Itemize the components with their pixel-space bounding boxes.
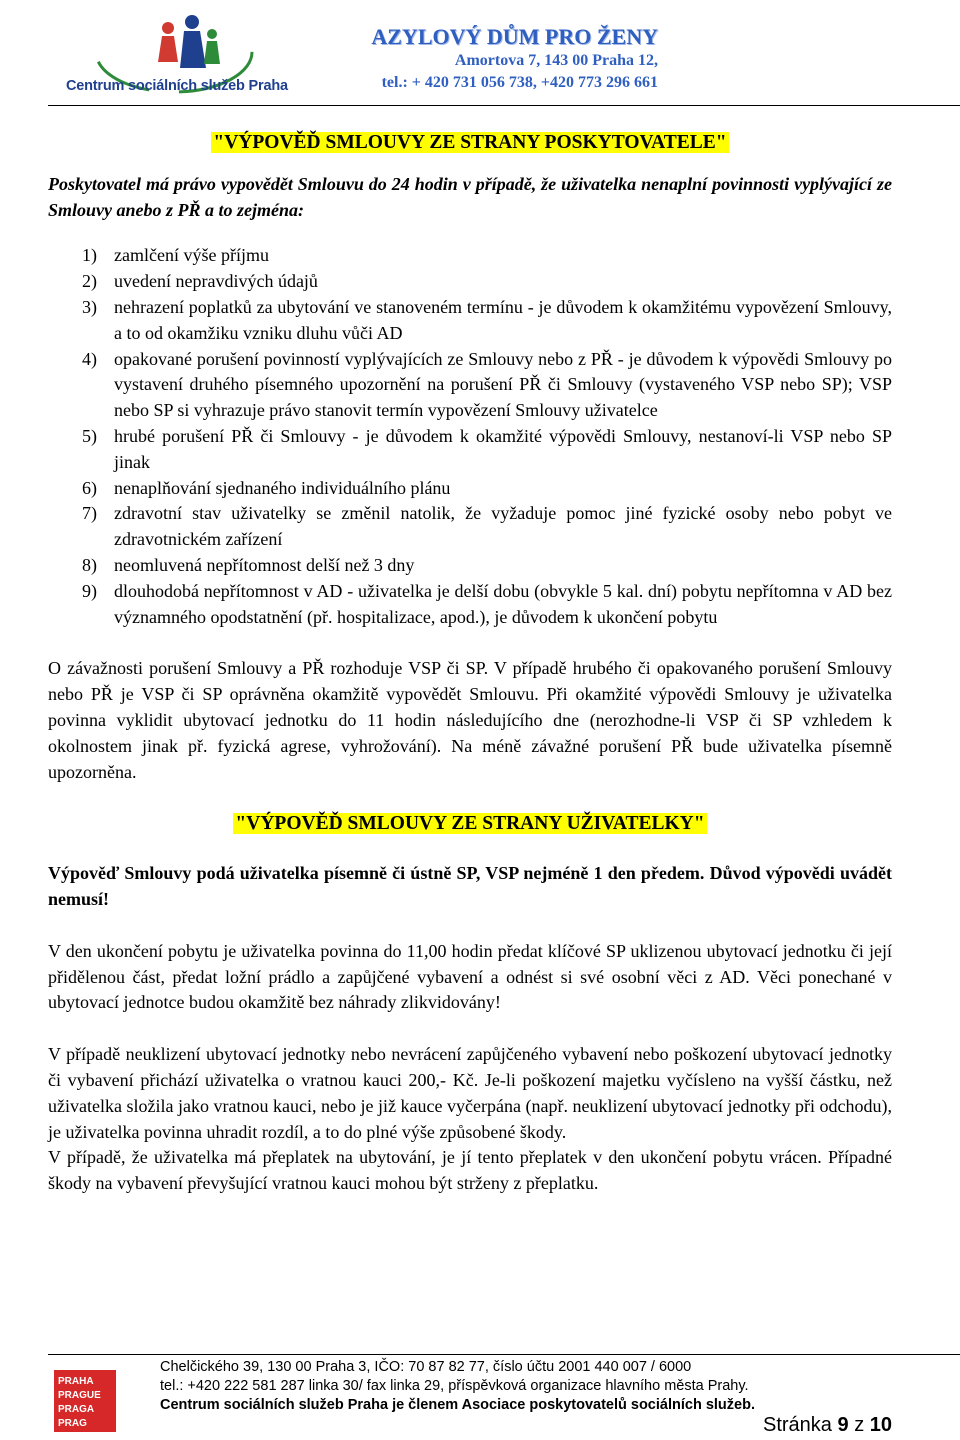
list-item: 9) dlouhodobá nepřítomnost v AD - uživatelka je delší dobu (obvykle 5 kal. dní) pobytu nepřítomna v AD bez významného opodstatnění (př. hospitalizace, apod.), je důvodem k ukončení pobytu <box>82 580 892 627</box>
user-notice-paragraph: Výpověď Smlouvy podá uživatelka písemně či ústně SP, VSP nejméně 1 den předem. Důvod výpovědi uvádět nemusí! <box>48 863 892 909</box>
document-body <box>48 130 892 1197</box>
end-of-stay-paragraph: V den ukončení pobytu je uživatelka povinna do 11,00 hodin předat klíčové SP uklizenou ubytovací jednotku či její přidělenou část, předat ložní prádlo a zapůjčené vybavení a odnést si své osobní věci z AD. Věci ponechané v ubytovací jednotce budou okamžitě bez náhrady zlikvidovány! <box>48 940 892 1013</box>
footer-phone: tel.: +420 222 581 287 linka 30/ fax linka 29, příspěvková organizace hlavního města Prahy. <box>160 1378 749 1394</box>
svg-text:PRAGUE: PRAGUE <box>58 1390 101 1401</box>
overpayment-paragraph: V případě, že uživatelka má přeplatek na ubytování, je jí tento přeplatek v den ukončení pobytu vrácen. Případné škody na vybavení převyšující vratnou kauci mohou být strženy z přeplatku. <box>48 1147 892 1194</box>
list-item: 2) uvedení nepravdivých údajů <box>82 271 318 292</box>
header-divider <box>48 105 960 106</box>
list-item: 6) nenaplňování sjednaného individuálního plánu <box>82 477 451 498</box>
organization-title: AZYLOVÝ DŮM PRO ŽENY <box>371 24 658 49</box>
list-item: 4) opakované porušení povinností vyplývajících ze Smlouvy nebo z PŘ - je důvodem k výpovědi Smlouvy po vystavení druhého písemného upozornění na porušení PŘ či Smlouvy (vystaveného VSP nebo SP); VSP nebo SP si vyhrazuje právo stanovit termín vypovězení Smlouvy uživatelce <box>82 348 892 421</box>
prague-city-logo <box>54 1370 116 1432</box>
termination-reasons-list <box>48 243 892 630</box>
list-item: 3) nehrazení poplatků za ubytování ve stanoveném termínu - je důvodem k okamžitému vypovězení Smlouvy, a to od okamžiku vzniku dluhu vůči AD <box>82 296 892 343</box>
svg-text:PRAGA: PRAGA <box>58 1404 95 1415</box>
organization-address: Amortova 7, 143 00 Praha 12, <box>454 52 658 69</box>
logo-caption: Centrum sociálních služeb Praha <box>66 78 288 94</box>
list-item: 5) hrubé porušení PŘ či Smlouvy - je důvodem k okamžité výpovědi Smlouvy, nestanoví-li VSP nebo SP jinak <box>82 425 892 472</box>
list-item: 8) neomluvená nepřítomnost delší než 3 dny <box>82 554 415 575</box>
list-item: 7) zdravotní stav uživatelky se změnil natolik, že vyžaduje pomoc jiné fyzické osoby nebo pobyt ve zdravotnickém zařízení <box>82 503 892 550</box>
list-item: 1) zamlčení výše příjmu <box>82 245 269 266</box>
organization-header <box>371 24 658 94</box>
people-figures-icon <box>158 15 220 68</box>
svg-text:PRAG: PRAG <box>58 1418 87 1429</box>
page-number: Stránka 9 z 10 <box>763 1414 892 1436</box>
svg-text:PRAHA: PRAHA <box>58 1376 94 1387</box>
provider-lead-paragraph: Poskytovatel má právo vypovědět Smlouvu do 24 hodin v případě, že uživatelka nenaplní povinnosti vyplývající ze Smlouvy anebo z PŘ a to zejména: <box>48 173 892 220</box>
severity-paragraph: O závažnosti porušení Smlouvy a PŘ rozhoduje VSP či SP. V případě hrubého či opakovaného porušení Smlouvy nebo PŘ je VSP či SP oprávněna okamžitě vypovědět Smlouvu. Při okamžité výpovědi Smlouvy je uživatelka povinna vyklidit ubytovací jednotku do 11 hodin následujícího dne (nerozhodne-li VSP či SP vzhledem k okolnostem jinak př. fyzická agrese, vyhrožování). Na méně závažné porušení PŘ bude uživatelka písemně upozorněna. <box>48 658 892 782</box>
deposit-paragraph: V případě neuklizení ubytovací jednotky nebo nevrácení zapůjčeného vybavení nebo poškození ubytovací jednotky či vybavení přichází uživatelka o vratnou kauci 200,- Kč. Je-li poškození majetku vyčísleno na vyšší částku, než uživatelka složila jako vratnou kauci, nebo je již kauce vyčerpána (např. neuklizení ubytovací jednotky při odchodu), je uživatelka povinna uhradit rozdíl, a to do plné výše způsobené škody. <box>48 1044 892 1142</box>
footer-contact <box>160 1358 755 1415</box>
footer-divider <box>48 1354 960 1355</box>
organization-phone: tel.: + 420 731 056 738, +420 773 296 661 <box>381 74 658 91</box>
section-heading-user: "VÝPOVĚĎ SMLOUVY ZE STRANY UŽIVATELKY" <box>235 813 705 835</box>
footer-membership: Centrum sociálních služeb Praha je členem Asociace poskytovatelů sociálních služeb. <box>160 1397 755 1413</box>
section-heading-provider: "VÝPOVĚĎ SMLOUVY ZE STRANY POSKYTOVATELE" <box>213 132 727 153</box>
footer-address: Chelčického 39, 130 00 Praha 3, IČO: 70 87 82 77, číslo účtu 2001 440 007 / 6000 <box>160 1359 692 1375</box>
